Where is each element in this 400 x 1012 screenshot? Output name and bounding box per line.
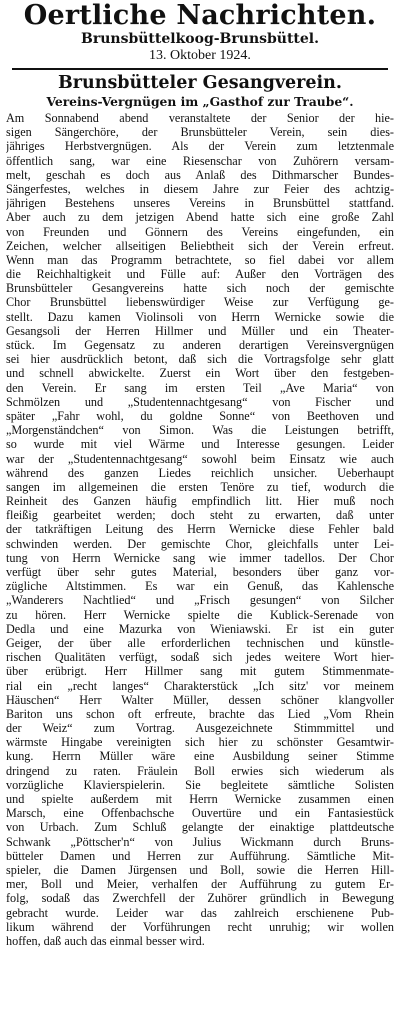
article-text-line: Dedla und eine Mazurka von Wieniawski. Er ist ein guter xyxy=(6,621,394,636)
article-text-line: die Reichhaltigkeit und Fülle auf: Außer den Vorträgen des xyxy=(6,267,394,282)
section-title: Oertliche Nachrichten. xyxy=(23,0,377,31)
masthead xyxy=(6,1,394,64)
article-text-line: zügliche Altstimmen. Es war ein Genuß, das Kahlensche xyxy=(6,579,394,594)
article-text-line: kung. Herrn Müller wäre eine Ausbildung seiner Stimme xyxy=(6,749,394,764)
article-text-line: Am Sonnabend abend veranstaltete der Senior der hie- xyxy=(6,111,394,125)
article-text-line: und spielte außerdem mit Herrn Wernicke zusammen einen xyxy=(6,792,394,806)
article-text-line: den Verein. Er sang im ersten Teil „Ave Maria“ von xyxy=(6,380,394,395)
article-body xyxy=(6,111,394,948)
article-text-line: war der „Studentennachtgesang“ sowohl beim Einsatz wie auch xyxy=(6,451,394,466)
article-text-line: „Morgenständchen“ von Simon. Was die Leistungen betrifft, xyxy=(6,423,394,438)
article-text-line: so wurde mit viel Wärme und Interesse gesungen. Leider xyxy=(6,437,394,452)
article-text-line: und schnell abwickelte. Zuerst ein Wort über den festgeben- xyxy=(6,366,394,381)
article-text-line: Reinheit des Ganzen häufig empfindlich litt. Hier muß noch xyxy=(6,494,394,509)
article-text-line: Wenn man das Programm betrachtete, so fiel dabei vor allem xyxy=(6,252,394,267)
article-text-line: jähriges Herbstvergnügen. Als der Verein zum letztenmale xyxy=(6,139,394,154)
article-text-line: während des ganzen Liedes reichlich unsicher. Ueberhaupt xyxy=(6,465,394,480)
article-text-line: fleißig gearbeitet werden; doch steht zu erwarten, daß unter xyxy=(6,508,394,523)
article-text-line: verfügt über sehr gutes Material, besonders über ganz vor- xyxy=(6,565,394,579)
article-text-line: wärmste Hingabe vereinigten sich hier zu schönster Gesamtwir- xyxy=(6,735,394,750)
article-text-line: der Weiz“ zum Vortrag. Ausgezeichnete Stimmmittel und xyxy=(6,721,394,736)
article-text-line: über erübrigt. Herr Hillmer sang mit gutem Stimmenmate- xyxy=(6,664,394,679)
article-text-line: spieler, die Damen Jürgensen und Boll, sowie die Herren Hill- xyxy=(6,862,394,877)
article-text-line: mer, Boll und Meier, verhalfen der Aufführung zu gutem Er- xyxy=(6,877,394,892)
article-text-line: öffentlich sang, war eine Riesenschar von Zuhörern versam- xyxy=(6,153,394,168)
article-text-line: Gesangsoli der Herren Hillmer und Müller und ein Theater- xyxy=(6,323,394,338)
article-headline: Brunsbütteler Gesangverein. xyxy=(57,73,343,93)
article-text-line: sei hier ausdrücklich betont, daß sich die Vortragsfolge sehr glatt xyxy=(6,352,394,367)
article-text-line: Marsch, eine Offenbachsche Ouvertüre und ein Fantasiestück xyxy=(6,806,394,821)
divider-rule xyxy=(12,68,388,70)
article-text-line: bütteler Damen und Herren zur Aufführung. Sämtliche Mit- xyxy=(6,848,394,863)
article-text-line: hoffen, daß auch das einmal besser wird. xyxy=(6,933,205,948)
article-text-line: Zeichen, welcher allseitigen Beliebtheit sich der Verein erfreut. xyxy=(6,238,394,253)
article-text-line: Chor Brunsbüttel liebenswürdiger Weise zur Verfügung ge- xyxy=(6,295,394,310)
article-text-line: vorzügliche Klavierspielerin. Sie begleitete sämtliche Solisten xyxy=(6,777,394,792)
article-text-line: Schwank „Pöttscher'n“ von Julius Wickmann durch Bruns- xyxy=(6,834,394,849)
article-text-line: likum während der Vorführungen recht unruhig; wir wollen xyxy=(6,919,394,934)
article-text-line: schwinden werden. Der gemischte Chor, gleichfalls unter Lei- xyxy=(6,536,394,551)
date-line: 13. Oktober 1924. xyxy=(149,48,251,63)
article-text-line: sigen Sängerchöre, der Brunsbütteler Verein, sein dies- xyxy=(6,125,394,140)
article-text-line: Aber auch zu dem jetzigen Abend hatte sich eine große Zahl xyxy=(6,210,394,225)
article-text-line: Geiger, der über alle erforderlichen technischen und künstle- xyxy=(6,635,394,650)
article-text-line: Brunsbütteler Gesangvereins hatte sich noch der gemischte xyxy=(6,281,394,296)
article-text-line: Häuschen“ Herr Walter Müller, dessen schöner klangvoller xyxy=(6,692,394,707)
article-text-line: dringend zu raten. Fräulein Boll erwies sich wiederum als xyxy=(6,763,394,778)
article-text-line: rischen Qualitäten verfügt, sodaß sich jedes weitere Wort hier- xyxy=(6,650,394,665)
article-text-line: melt, geschah es doch aus Anlaß des Dithmarscher Bundes- xyxy=(6,167,394,182)
article-text-line: gebracht wurde. Leider war das zahlreich erschienene Pub- xyxy=(6,905,394,920)
location-line: Brunsbüttelkoog-Brunsbüttel. xyxy=(81,31,319,47)
article-text-line: stellt. Dazu kamen Violinsoli von Herrn Wernicke sowie die xyxy=(6,309,394,324)
article-text-line: folg, sodaß das Zwerchfell der Zuhörer gründlich in Bewegung xyxy=(6,891,394,906)
article-text-line: rial ein „recht langes“ Charakterstück „Ich sitz' vor meinem xyxy=(6,678,394,693)
article-text-line: später „Fahr wohl, du goldne Sonne“ von Beethoven und xyxy=(6,408,394,423)
article-text-line: sangen im allgemeinen die ersten Tenöre zu tief, wodurch die xyxy=(6,479,394,494)
article-text-line: von Freunden und Gönnern des Vereins eingefunden, ein xyxy=(6,224,394,239)
article-text-line: stück. Im Gegensatz zu anderen derartigen Vereinsvergnügen xyxy=(6,338,394,352)
article-text-line: jährigen Bestehens unseres Vereins in Brunsbüttel stattfand. xyxy=(6,196,394,211)
article-text-line: von Urbach. Zum Schluß gelangte der einaktige plattdeutsche xyxy=(6,820,394,835)
article-text-line: tung von Herrn Wernicke sang wie immer tadellos. Der Chor xyxy=(6,550,394,565)
article-text-line: zu hören. Herr Wernicke spielte die Kublick-Serenade von xyxy=(6,607,394,622)
newspaper-clipping xyxy=(0,1,400,1012)
article-text-line: „Wanderers Nachtlied“ und „Frisch gesungen“ von Silcher xyxy=(6,593,394,608)
article-text-line: der tatkräftigen Leitung des Herrn Wernicke diese Fehler bald xyxy=(6,522,394,537)
article-text-line: Bariton uns schon oft erfreute, brachte das Lied „Vom Rhein xyxy=(6,706,394,721)
article-text-line: Sängerfestes, welches in diesem Jahre zur Feier des achtzig- xyxy=(6,181,394,196)
article-subheadline: Vereins-Vergnügen im „Gasthof zur Traube“. xyxy=(46,94,354,109)
article-text-line: Schmölzen und „Studentennachtgesang“ von Fischer und xyxy=(6,394,394,409)
